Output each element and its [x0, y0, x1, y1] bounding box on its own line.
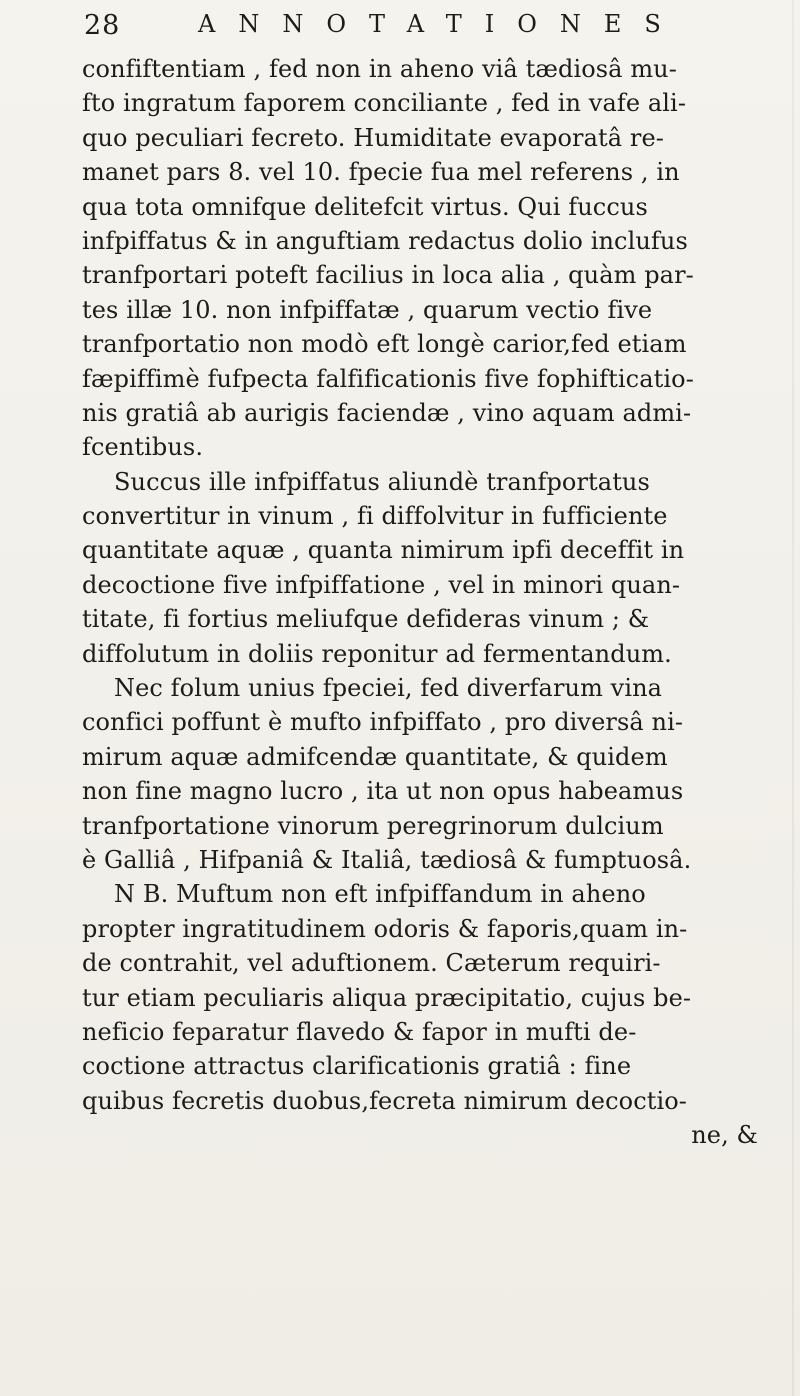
text-line: fto ingratum faporem conciliante , fed in vafe ali-: [82, 89, 687, 118]
text-line: quibus fecretis duobus,fecreta nimirum decoctio-: [82, 1086, 688, 1115]
paragraph-start-line: Nec folum unius fpeciei, fed diverfarum vina: [114, 674, 663, 703]
text-line: infpiffatus & in anguftiam redactus dolio inclufus: [82, 226, 688, 255]
text-line: de contrahit, vel aduftionem. Cæterum requiri-: [82, 949, 661, 978]
text-line: fæpiffimè fufpecta falfificationis five fophifticatio-: [82, 364, 694, 393]
page-header: [84, 10, 764, 46]
page-number: 28: [84, 10, 121, 41]
body-text: [82, 52, 770, 1153]
text-line: quo peculiari fecreto. Humiditate evaporatâ re-: [82, 123, 664, 152]
text-line: tranfportatio non modò eft longè carior,fed etiam: [82, 330, 687, 359]
text-line: è Galliâ , Hifpaniâ & Italiâ, tædiosâ & fumptuosâ.: [82, 845, 692, 874]
nota-bene-line: N B. Muftum non eft infpiffandum in aheno: [114, 880, 646, 909]
text-line: titate, fi fortius meliufque defideras vinum ; &: [82, 605, 650, 634]
text-line: tes illæ 10. non infpiffatæ , quarum vectio five: [82, 295, 653, 324]
text-line: decoctione five infpiffatione , vel in minori quan-: [82, 570, 681, 599]
text-line: confici poffunt è mufto infpiffato , pro diversâ ni-: [82, 708, 684, 737]
page-edge-shadow: [792, 0, 794, 1396]
text-line: convertitur in vinum , fi diffolvitur in fufficiente: [82, 502, 668, 531]
text-line: propter ingratitudinem odoris & faporis,quam in-: [82, 914, 688, 943]
text-line: fcentibus.: [82, 433, 204, 462]
text-line: mirum aquæ admifcendæ quantitate, & quidem: [82, 742, 668, 771]
text-line: nis gratiâ ab aurigis faciendæ , vino aquam admi-: [82, 398, 692, 427]
text-line: non fine magno lucro , ita ut non opus habeamus: [82, 777, 684, 806]
text-line: coctione attractus clarificationis gratiâ : fine: [82, 1052, 632, 1081]
text-line: manet pars 8. vel 10. fpecie fua mel referens , in: [82, 158, 680, 187]
text-line: qua tota omnifque delitefcit virtus. Qui fuccus: [82, 192, 648, 221]
text-line: confiftentiam , fed non in aheno viâ tædiosâ mu-: [82, 55, 677, 83]
paragraph-start-line: Succus ille infpiffatus aliundè tranfportatus: [114, 467, 650, 496]
running-head: ANNOTATIONES: [198, 10, 684, 38]
catchword-line: ne, &: [691, 1121, 758, 1150]
text-line: quantitate aquæ , quanta nimirum ipfi deceffit in: [82, 536, 685, 565]
text-line: neficio feparatur flavedo & fapor in mufti de-: [82, 1017, 637, 1046]
text-line: tranfportatione vinorum peregrinorum dulcium: [82, 811, 664, 840]
text-line: diffolutum in doliis reponitur ad fermentandum.: [82, 639, 672, 668]
text-line: tranfportari poteft facilius in loca alia , quàm par-: [82, 261, 694, 290]
text-line: tur etiam peculiaris aliqua præcipitatio, cujus be-: [82, 983, 692, 1012]
